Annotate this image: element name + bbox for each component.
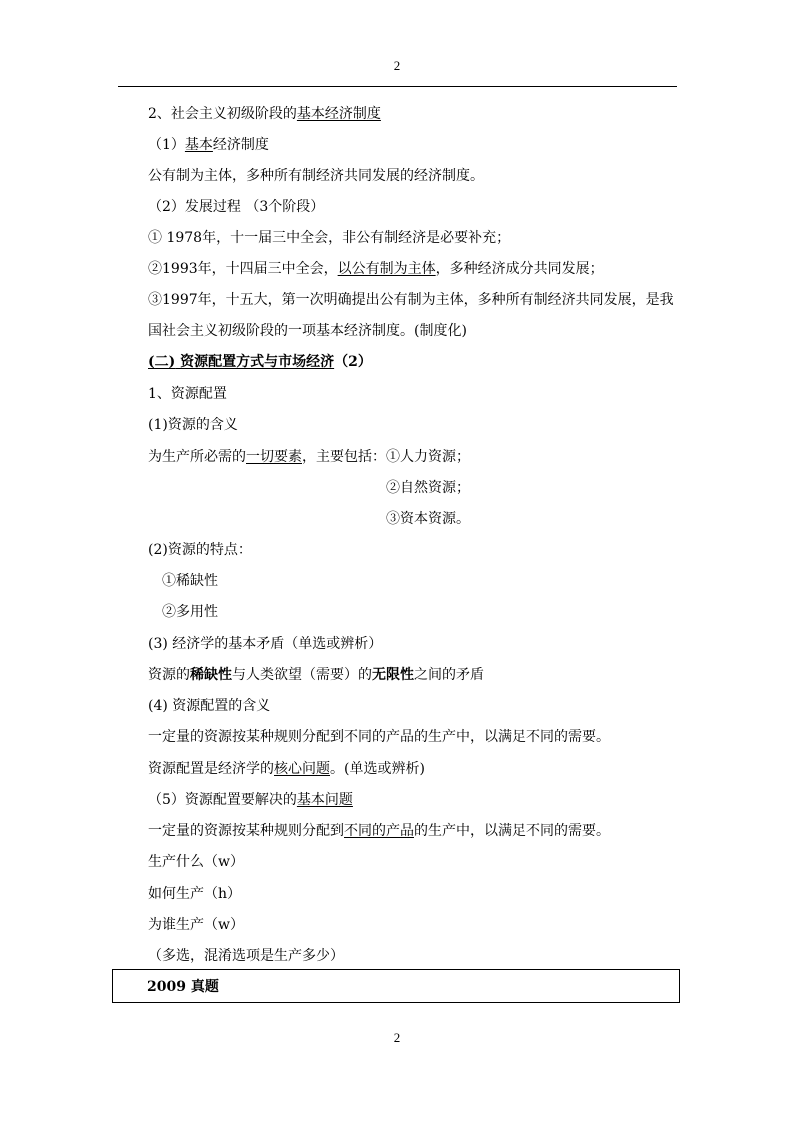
subheading: (1)资源的含义 <box>148 417 238 433</box>
bold-text: 无限性 <box>372 667 414 683</box>
list-item-continued: 国社会主义初级阶段的一项基本经济制度。(制度化) <box>148 323 467 339</box>
list-item <box>148 260 604 278</box>
subheading-1 <box>148 136 269 154</box>
text: 经济制度 <box>212 137 269 153</box>
bold-text: 稀缺性 <box>190 667 232 683</box>
subheading-2: （2）发展过程 （3个阶段） <box>148 199 325 215</box>
text: 与人类欲望（需要）的 <box>232 667 372 683</box>
subheading: (4) 资源配置的含义 <box>148 698 271 714</box>
text: 资源配置是经济学的 <box>148 761 274 777</box>
text: 资源的 <box>148 667 190 683</box>
underlined-text: 以公有制为主体 <box>337 261 436 277</box>
text: 之间的矛盾 <box>414 667 484 683</box>
section-heading-resource-allocation <box>148 353 372 371</box>
text: 2、社会主义初级阶段的 <box>148 106 297 122</box>
list-item: ②多用性 <box>162 604 218 620</box>
text: 。(单选或辨析) <box>330 761 425 777</box>
text: 为生产所必需的 <box>148 449 246 465</box>
list-item: ① 1978年，十一届三中全会，非公有制经济是必要补充； <box>148 230 511 246</box>
subheading <box>148 791 353 809</box>
paragraph <box>148 760 425 778</box>
text: 一定量的资源按某种规则分配到 <box>148 823 344 839</box>
subheading: (2)资源的特点： <box>148 542 252 558</box>
underlined-text: 基本 <box>184 137 213 153</box>
paragraph: 一定量的资源按某种规则分配到不同的产品的生产中，以满足不同的需要。 <box>148 729 610 745</box>
header-rule <box>118 86 677 87</box>
page-number-top: 2 <box>393 58 401 73</box>
underlined-text: 不同的产品 <box>344 823 414 839</box>
note: （多选，混淆选项是生产多少） <box>148 948 344 964</box>
list-item: 如何生产（h） <box>148 886 242 902</box>
list-item: ③资本资源。 <box>386 511 470 527</box>
list-item: ②自然资源； <box>386 480 470 496</box>
text: （5）资源配置要解决的 <box>148 792 297 808</box>
paragraph <box>148 666 484 684</box>
underlined-text: 基本经济制度 <box>296 106 381 122</box>
text: ，多种经济成分共同发展； <box>435 261 604 277</box>
text: ，主要包括：①人力资源； <box>302 449 470 465</box>
text: （1） <box>148 137 185 153</box>
list-item: 为谁生产（w） <box>148 917 244 933</box>
subheading: (3) 经济学的基本矛盾（单选或辨析） <box>148 636 383 652</box>
list-item: ③1997年，十五大，第一次明确提出公有制为主体，多种所有制经济共同发展，是我 <box>148 292 674 308</box>
exam-section-title: 2009 真题 <box>147 979 219 995</box>
heading-basic-economic-system <box>148 105 381 123</box>
page-number-bottom: 2 <box>393 1030 401 1045</box>
text: 的生产中，以满足不同的需要。 <box>414 823 610 839</box>
underlined-text: 基本问题 <box>296 792 353 808</box>
paragraph <box>148 822 610 840</box>
underlined-text: (二) <box>148 354 176 370</box>
underlined-text: 资源配置方式与市场经济 <box>175 354 335 370</box>
list-item: 生产什么（w） <box>148 854 244 870</box>
text: ②1993年，十四届三中全会， <box>148 261 338 277</box>
underlined-text: 核心问题 <box>274 761 330 777</box>
heading: 1、资源配置 <box>148 386 227 402</box>
exam-section-box <box>112 969 680 1003</box>
list-item: ①稀缺性 <box>162 573 218 589</box>
underlined-text: 一切要素 <box>246 449 302 465</box>
paragraph <box>148 448 470 466</box>
text: （2） <box>334 354 372 370</box>
paragraph: 公有制为主体，多种所有制经济共同发展的经济制度。 <box>148 168 484 184</box>
